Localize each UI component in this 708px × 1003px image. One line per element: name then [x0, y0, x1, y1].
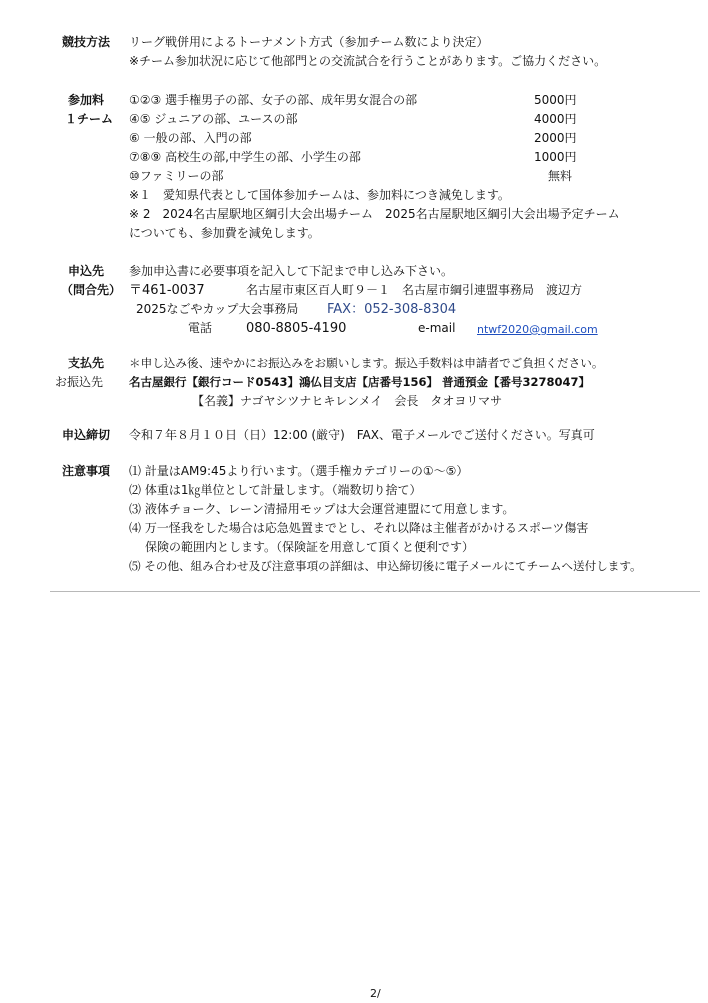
- competition-text: リーグ戦併用によるトーナメント方式（参加チーム数により決定）: [129, 35, 489, 49]
- fee-note-1: ※１ 愛知県代表として国体参加チームは、参加料につき減免します。: [129, 188, 510, 202]
- fee-item-price: 無料: [548, 169, 573, 183]
- fee-note-2-cont: についても、参加費を減免します。: [129, 226, 320, 240]
- section-divider: [50, 591, 700, 592]
- fee-item-price: 5000円: [534, 93, 577, 107]
- competition-label: 競技方法: [62, 35, 111, 49]
- fee-note-2: ※ 2 2024名古屋駅地区綱引大会出場チーム 2025名古屋駅地区綱引大会出場予定チーム: [129, 207, 620, 221]
- office-name: 2025なごやカップ大会事務局: [136, 302, 299, 316]
- deadline-text: 令和７年８月１０日（日）12:00 (厳守) FAX、電子メールでご送付ください。写真可: [129, 428, 595, 442]
- notes-label: 注意事項: [62, 464, 111, 478]
- fee-item-price: 1000円: [534, 150, 577, 164]
- note-item: ⑴ 計量はAM9:45より行います。（選手権カテゴリーの①～⑤）: [129, 464, 469, 478]
- fee-item-price: 2000円: [534, 131, 577, 145]
- deadline-label: 申込締切: [62, 428, 111, 442]
- note-item: ⑶ 液体チョーク、レーン清掃用モップは大会運営連盟にて用意します。: [129, 502, 515, 516]
- email-label: e-mail: [418, 321, 456, 335]
- fee-item-name: ④⑤ ジュニアの部、ユースの部: [129, 112, 298, 126]
- note-item: ⑸ その他、組み合わせ及び注意事項の詳細は、申込締切後に電子メールにてチームへ送付します。: [129, 559, 642, 573]
- fee-item-name: ⑦⑧⑨ 高校生の部,中学生の部、小学生の部: [129, 150, 361, 164]
- fax-number: FAX：052-308-8304: [327, 302, 457, 317]
- tel-label: 電話: [188, 321, 213, 335]
- apply-sublabel: （問合先）: [61, 283, 122, 297]
- bank-account: 名古屋銀行【銀行コード0543】鴻仏目支店【店番号156】 普通預金【番号3278047】: [129, 375, 591, 389]
- fee-label: 参加料: [68, 93, 105, 107]
- fee-sublabel: １チーム: [65, 112, 114, 126]
- apply-label: 申込先: [68, 264, 105, 278]
- note-item: ⑷ 万一怪我をした場合は応急処置までとし、それ以降は主催者がかけるスポーツ傷害: [129, 521, 589, 535]
- fee-item-name: ⑩ファミリーの部: [129, 169, 224, 183]
- account-holder: 【名義】ナゴヤシツナヒキレンメイ 会長 タオヨリマサ: [192, 394, 503, 408]
- postal-code: 〒461-0037: [129, 283, 205, 298]
- competition-note: ※チーム参加状況に応じて他部門との交流試合を行うことがあります。ご協力ください。: [129, 54, 607, 68]
- address: 名古屋市東区百人町９－１ 名古屋市綱引連盟事務局 渡辺方: [246, 283, 583, 297]
- page-number: 2/: [370, 987, 381, 1000]
- apply-intro: 参加申込書に必要事項を記入して下記まで申し込み下さい。: [129, 264, 454, 278]
- payment-label: 支払先: [68, 356, 105, 370]
- note-item-cont: 保険の範囲内とします。（保険証を用意して頂くと便利です）: [145, 540, 475, 554]
- note-item: ⑵ 体重は1㎏単位として計量します。（端数切り捨て）: [129, 483, 422, 497]
- tel-number: 080-8805-4190: [246, 321, 347, 336]
- fee-item-price: 4000円: [534, 112, 577, 126]
- payment-note: ＊申し込み後、速やかにお振込みをお願いします。振込手数料は申請者でご負担ください。: [129, 356, 604, 370]
- fee-item-name: ①②③ 選手権男子の部、女子の部、成年男女混合の部: [129, 93, 418, 107]
- email-link[interactable]: ntwf2020@gmail.com: [477, 323, 598, 336]
- fee-item-name: ⑥ 一般の部、入門の部: [129, 131, 252, 145]
- payment-sublabel: お振込先: [55, 375, 104, 389]
